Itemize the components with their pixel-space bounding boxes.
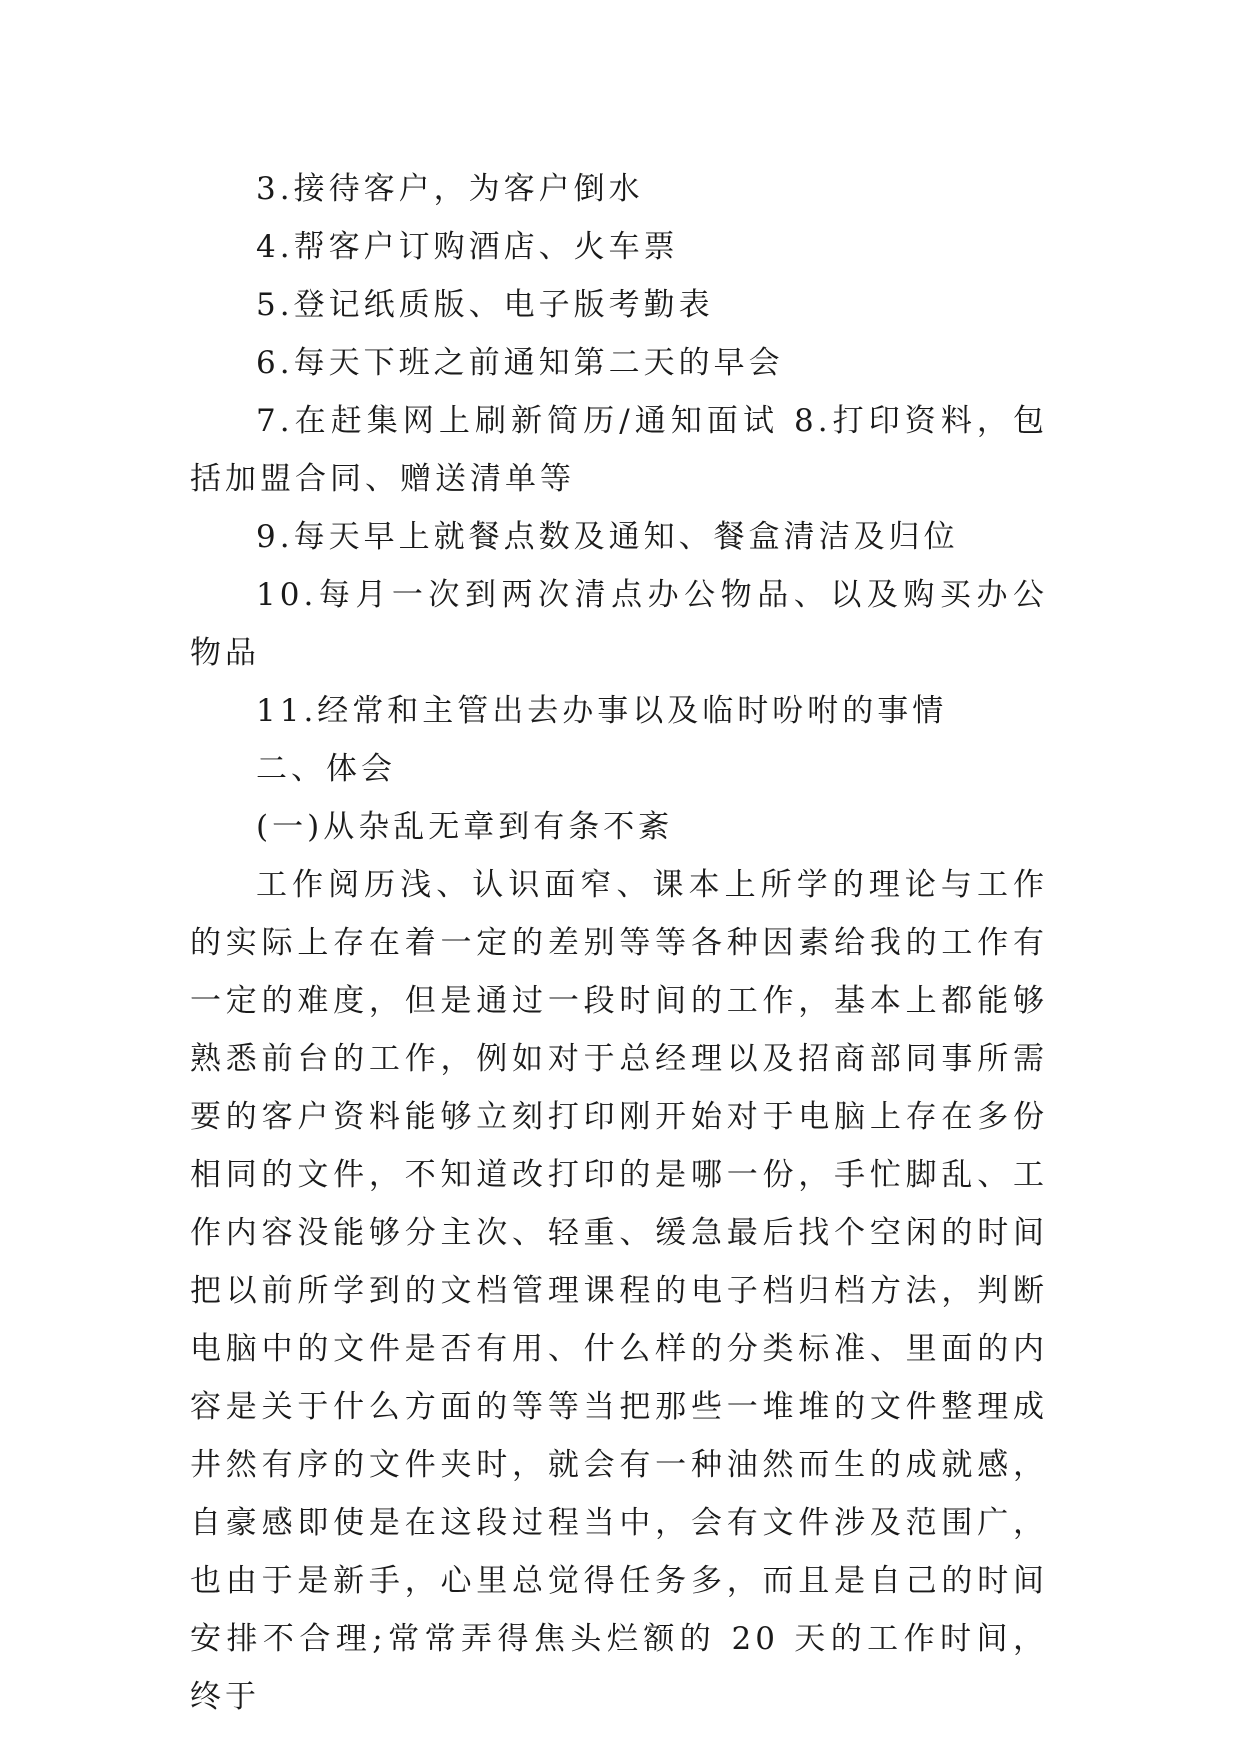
- body-paragraph: 工作阅历浅、认识面窄、课本上所学的理论与工作的实际上存在着一定的差别等等各种因素给我的工作有一定的难度，但是通过一段时间的工作，基本上都能够熟悉前台的工作，例如对于总经理以及招商部同事所需要的客户资料能够立刻打印刚开始对于电脑上存在多份相同的文件，不知道改打印的是哪一份，手忙脚乱、工作内容没能够分主次、轻重、缓急最后找个空闲的时间把以前所学到的文档管理课程的电子档归档方法，判断电脑中的文件是否有用、什么样的分类标准、里面的内容是关于什么方面的等等当把那些一堆堆的文件整理成井然有序的文件夹时，就会有一种油然而生的成就感，自豪感即使是在这段过程当中，会有文件涉及范围广，也由于是新手，心里总觉得任务多，而且是自己的时间安排不合理;常常弄得焦头烂额的 20 天的工作时间，终于: [190, 867, 1048, 1715]
- list-item-10: 10.每月一次到两次清点办公物品、以及购买办公物品: [190, 577, 1048, 671]
- section-heading: 二、体会: [256, 751, 396, 787]
- list-item-4: 4.帮客户订购酒店、火车票: [256, 229, 679, 265]
- list-item-5: 5.登记纸质版、电子版考勤表: [256, 287, 714, 323]
- list-item-11: 11.经常和主管出去办事以及临时吩咐的事情: [256, 693, 948, 729]
- list-item-9: 9.每天早上就餐点数及通知、餐盒清洁及归位: [256, 519, 959, 555]
- list-item-6: 6.每天下班之前通知第二天的早会: [256, 345, 784, 381]
- subsection-heading: (一)从杂乱无章到有条不紊: [256, 809, 674, 845]
- document-body: [190, 160, 1048, 1726]
- list-item-7-8: 7.在赶集网上刷新简历/通知面试 8.打印资料，包括加盟合同、赠送清单等: [190, 403, 1048, 497]
- list-item-3: 3.接待客户，为客户倒水: [256, 171, 644, 207]
